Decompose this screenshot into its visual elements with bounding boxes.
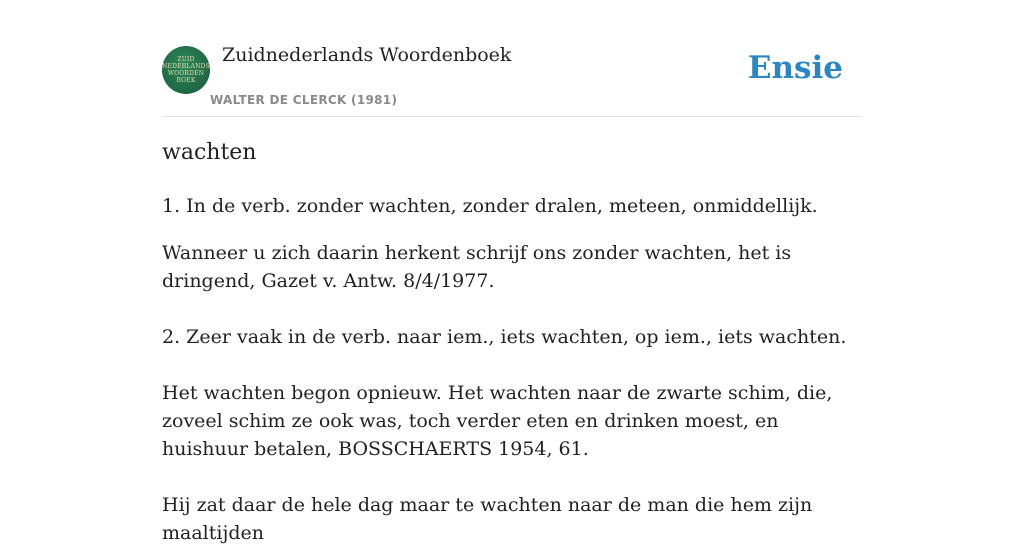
page-container — [162, 0, 862, 544]
example-1: Wanneer u zich daarin herkent schrijf ons zonder wachten, het is dringend, Gazet v. Antw. 8/4/1977. — [162, 242, 792, 292]
dictionary-logo[interactable] — [162, 46, 210, 94]
logo-line: ZUID — [177, 56, 195, 63]
dictionary-title[interactable]: Zuidnederlands Woordenboek — [222, 44, 512, 66]
example-2: Het wachten begon opnieuw. Het wachten naar de zwarte schim, die, zoveel schim ze ook was, toch verder eten en drinken moest, en huishuur betalen, BOSSCHAERTS 1954, 61. — [162, 382, 833, 460]
definition-2: 2. Zeer vaak in de verb. naar iem., iets wachten, op iem., iets wachten. — [162, 326, 847, 348]
definition-1: 1. In de verb. zonder wachten, zonder dralen, meteen, onmiddellijk. — [162, 195, 818, 217]
logo-line: BOEK — [176, 77, 196, 84]
ensie-logo-link[interactable]: Ensie — [747, 50, 843, 86]
example-3: Hij zat daar de hele dag maar te wachten naar de man die hem zijn maaltijden — [162, 494, 813, 544]
logo-line: NEDERLANDS — [162, 63, 210, 70]
header — [162, 0, 862, 117]
dictionary-author: WALTER DE CLERCK (1981) — [210, 93, 398, 107]
entry-headword: wachten — [162, 140, 257, 165]
logo-line: WOORDEN — [167, 70, 205, 77]
